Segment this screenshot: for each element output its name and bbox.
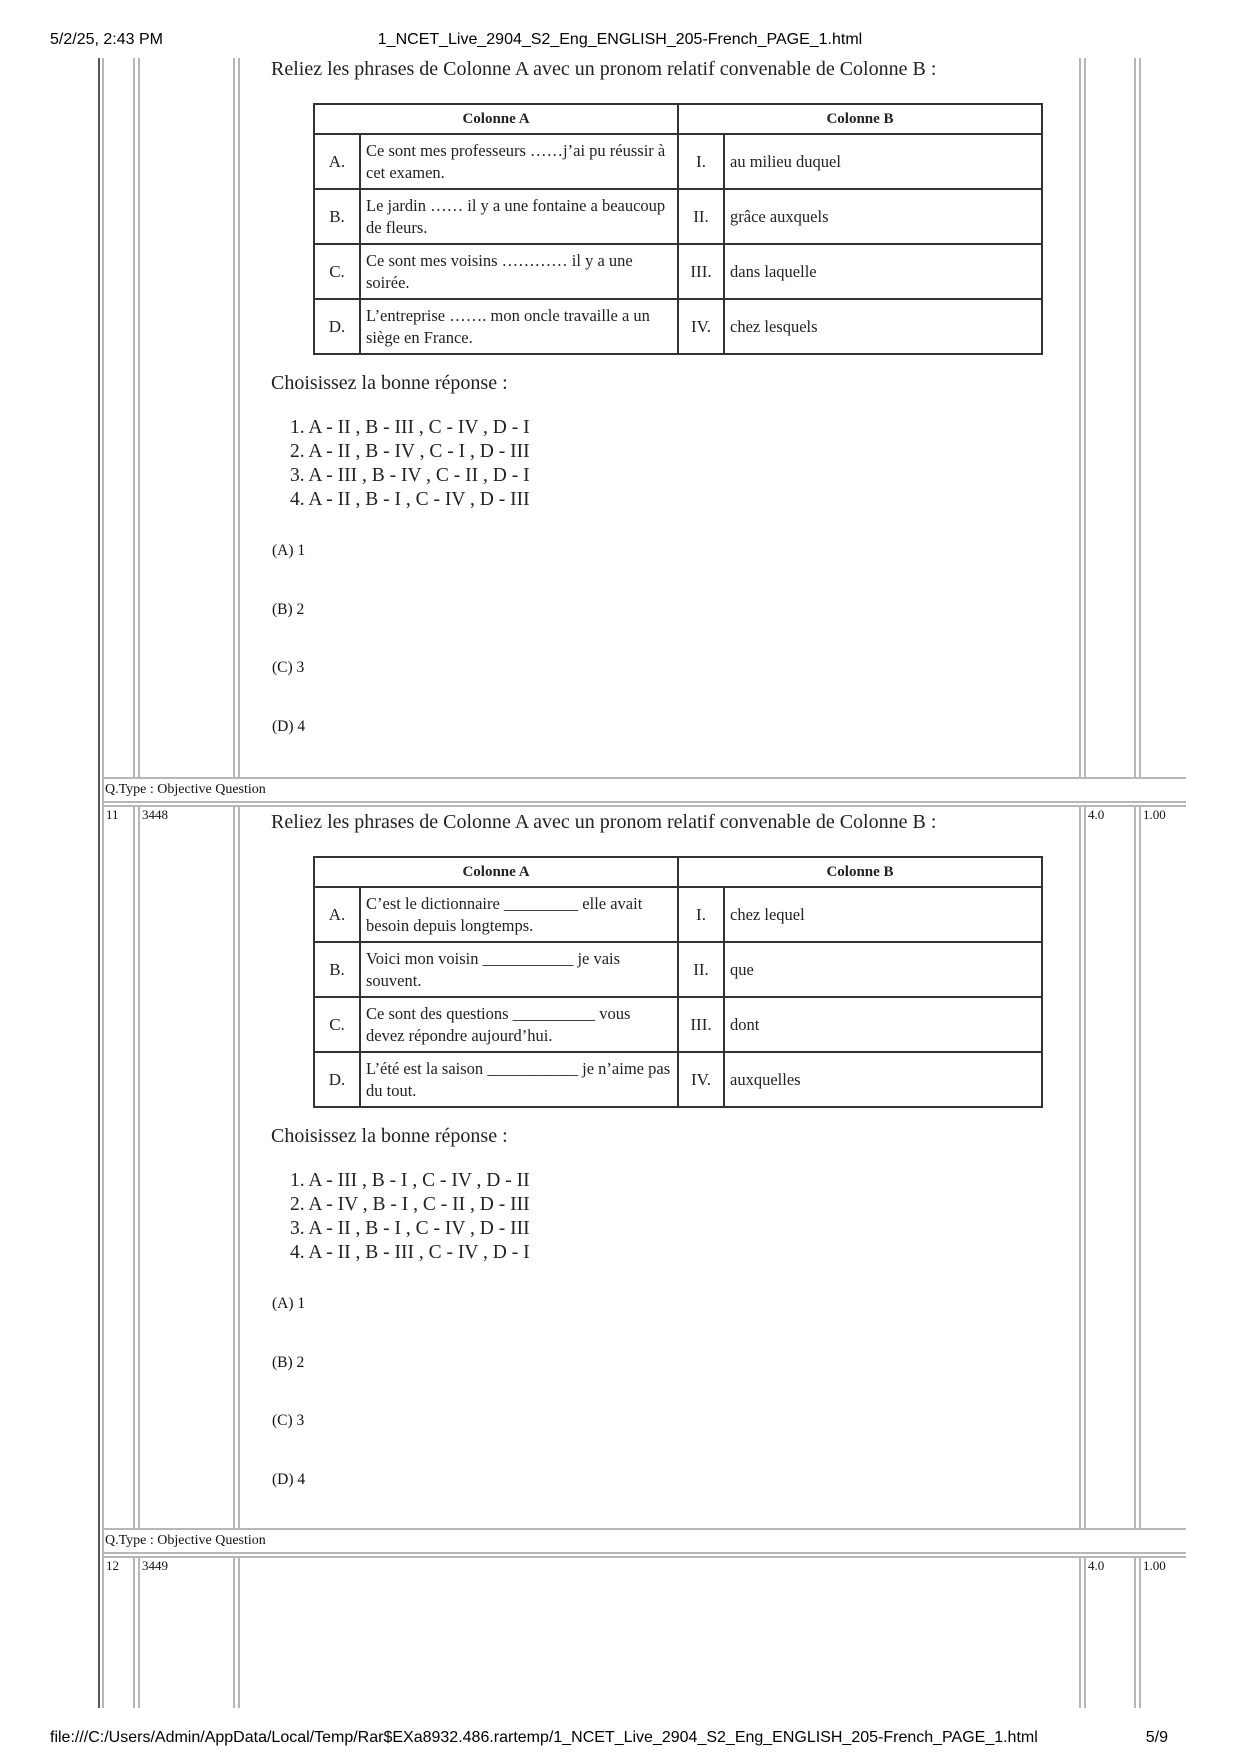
row-border <box>102 1552 1186 1554</box>
column-a-header: Colonne A <box>314 104 678 134</box>
row-pronoun: que <box>724 942 1042 997</box>
choose-answer-label: Choisissez la bonne réponse : <box>271 1125 508 1147</box>
row-border <box>102 1556 1186 1558</box>
print-datetime: 5/2/25, 2:43 PM <box>50 31 163 48</box>
col-border <box>1134 805 1136 1530</box>
choose-answer-label: Choisissez la bonne réponse : <box>271 372 508 394</box>
row-letter: A. <box>314 887 360 942</box>
col-border <box>138 58 140 778</box>
row-pronoun: grâce auxquels <box>724 189 1042 244</box>
option-item: 1. A - III , B - I , C - IV , D - II <box>290 1170 530 1191</box>
row-letter: A. <box>314 134 360 189</box>
col-border <box>1139 58 1141 778</box>
col-border <box>1084 1556 1086 1708</box>
col-border <box>238 805 240 1530</box>
col-border <box>133 58 135 778</box>
row-letter: D. <box>314 299 360 354</box>
row-sentence: Le jardin …… il y a une fontaine a beaucoup de fleurs. <box>360 189 678 244</box>
question-negative-marks: 1.00 <box>1143 1558 1166 1573</box>
option-item: 4. A - II , B - I , C - IV , D - III <box>290 489 530 510</box>
answer-choice-b[interactable]: (B) 2 <box>272 601 305 618</box>
row-sentence: L’entreprise ……. mon oncle travaille a un siège en France. <box>360 299 678 354</box>
table-row <box>314 189 1042 244</box>
table-row <box>314 887 1042 942</box>
col-border <box>133 1556 135 1708</box>
answer-choice-b[interactable]: (B) 2 <box>272 1354 305 1371</box>
question-prompt: Reliez les phrases de Colonne A avec un pronom relatif convenable de Colonne B : <box>271 58 937 80</box>
row-pronoun: au milieu duquel <box>724 134 1042 189</box>
col-border <box>1134 1556 1136 1708</box>
option-item: 3. A - III , B - IV , C - II , D - I <box>290 465 530 486</box>
row-sentence: C’est le dictionnaire _________ elle avait besoin depuis longtemps. <box>360 887 678 942</box>
row-letter: D. <box>314 1052 360 1107</box>
row-border <box>102 1528 1186 1530</box>
row-roman: II. <box>678 189 724 244</box>
table-row <box>314 299 1042 354</box>
col-border <box>1139 1556 1141 1708</box>
question-marks: 4.0 <box>1088 807 1105 822</box>
row-border <box>102 805 1186 807</box>
row-border <box>102 801 1186 803</box>
col-border <box>138 1556 140 1708</box>
answer-choice-c[interactable]: (C) 3 <box>272 1412 305 1429</box>
row-sentence: L’été est la saison ___________ je n’aime pas du tout. <box>360 1052 678 1107</box>
col-border <box>133 805 135 1530</box>
column-b-header: Colonne B <box>678 857 1042 887</box>
options-list <box>290 1169 530 1265</box>
col-border <box>138 805 140 1530</box>
row-roman: III. <box>678 244 724 299</box>
question-id: 3449 <box>142 1558 168 1573</box>
question-marks: 4.0 <box>1088 1558 1105 1573</box>
column-a-header: Colonne A <box>314 857 678 887</box>
row-letter: B. <box>314 942 360 997</box>
row-sentence: Ce sont mes professeurs ……j’ai pu réussir à cet examen. <box>360 134 678 189</box>
answer-choice-c[interactable]: (C) 3 <box>272 659 305 676</box>
col-border <box>233 1556 235 1708</box>
row-roman: I. <box>678 134 724 189</box>
table-row <box>314 997 1042 1052</box>
matching-table <box>313 103 1043 355</box>
col-border <box>1079 1556 1081 1708</box>
question-prompt: Reliez les phrases de Colonne A avec un pronom relatif convenable de Colonne B : <box>271 811 937 833</box>
row-sentence: Voici mon voisin ___________ je vais souvent. <box>360 942 678 997</box>
option-item: 3. A - II , B - I , C - IV , D - III <box>290 1218 530 1239</box>
option-item: 1. A - II , B - III , C - IV , D - I <box>290 417 530 438</box>
row-roman: III. <box>678 997 724 1052</box>
table-row <box>314 134 1042 189</box>
col-border <box>238 58 240 778</box>
row-pronoun: auxquelles <box>724 1052 1042 1107</box>
print-file-path: file:///C:/Users/Admin/AppData/Local/Temp/Rar$EXa8932.486.rartemp/1_NCET_Live_2904_S2_Eng_ENGLISH_205-French_PAGE_1.html <box>50 1729 1038 1746</box>
grid-left-border-inner <box>102 58 104 1708</box>
table-row <box>314 244 1042 299</box>
table-row <box>314 1052 1042 1107</box>
col-border <box>238 1556 240 1708</box>
col-border <box>233 805 235 1530</box>
print-page-number: 5/9 <box>1145 1729 1168 1746</box>
row-pronoun: dans laquelle <box>724 244 1042 299</box>
col-border <box>1139 805 1141 1530</box>
option-item: 2. A - IV , B - I , C - II , D - III <box>290 1194 530 1215</box>
column-b-header: Colonne B <box>678 104 1042 134</box>
col-border <box>233 58 235 778</box>
qtype-label: Q.Type : Objective Question <box>105 1533 266 1548</box>
col-border <box>1084 805 1086 1530</box>
col-border <box>1079 805 1081 1530</box>
option-item: 4. A - II , B - III , C - IV , D - I <box>290 1242 530 1263</box>
col-border <box>1079 58 1081 778</box>
answer-choice-a[interactable]: (A) 1 <box>272 1295 306 1312</box>
qtype-label: Q.Type : Objective Question <box>105 782 266 797</box>
question-number: 11 <box>106 807 119 822</box>
row-pronoun: chez lequel <box>724 887 1042 942</box>
row-letter: C. <box>314 997 360 1052</box>
options-list <box>290 416 530 512</box>
question-id: 3448 <box>142 807 168 822</box>
col-border <box>1134 58 1136 778</box>
row-pronoun: dont <box>724 997 1042 1052</box>
row-roman: IV. <box>678 1052 724 1107</box>
row-roman: IV. <box>678 299 724 354</box>
row-letter: C. <box>314 244 360 299</box>
row-sentence: Ce sont des questions __________ vous devez répondre aujourd’hui. <box>360 997 678 1052</box>
row-letter: B. <box>314 189 360 244</box>
option-item: 2. A - II , B - IV , C - I , D - III <box>290 441 530 462</box>
row-roman: II. <box>678 942 724 997</box>
row-roman: I. <box>678 887 724 942</box>
matching-table <box>313 856 1043 1108</box>
question-negative-marks: 1.00 <box>1143 807 1166 822</box>
col-border <box>1084 58 1086 778</box>
row-pronoun: chez lesquels <box>724 299 1042 354</box>
answer-choice-d[interactable]: (D) 4 <box>272 1471 306 1488</box>
table-row <box>314 942 1042 997</box>
row-border <box>102 777 1186 779</box>
question-number: 12 <box>106 1558 119 1573</box>
print-document-title: 1_NCET_Live_2904_S2_Eng_ENGLISH_205-French_PAGE_1.html <box>377 31 863 48</box>
answer-choice-d[interactable]: (D) 4 <box>272 718 306 735</box>
answer-choice-a[interactable]: (A) 1 <box>272 542 306 559</box>
row-sentence: Ce sont mes voisins ………… il y a une soirée. <box>360 244 678 299</box>
grid-left-border <box>98 58 100 1708</box>
